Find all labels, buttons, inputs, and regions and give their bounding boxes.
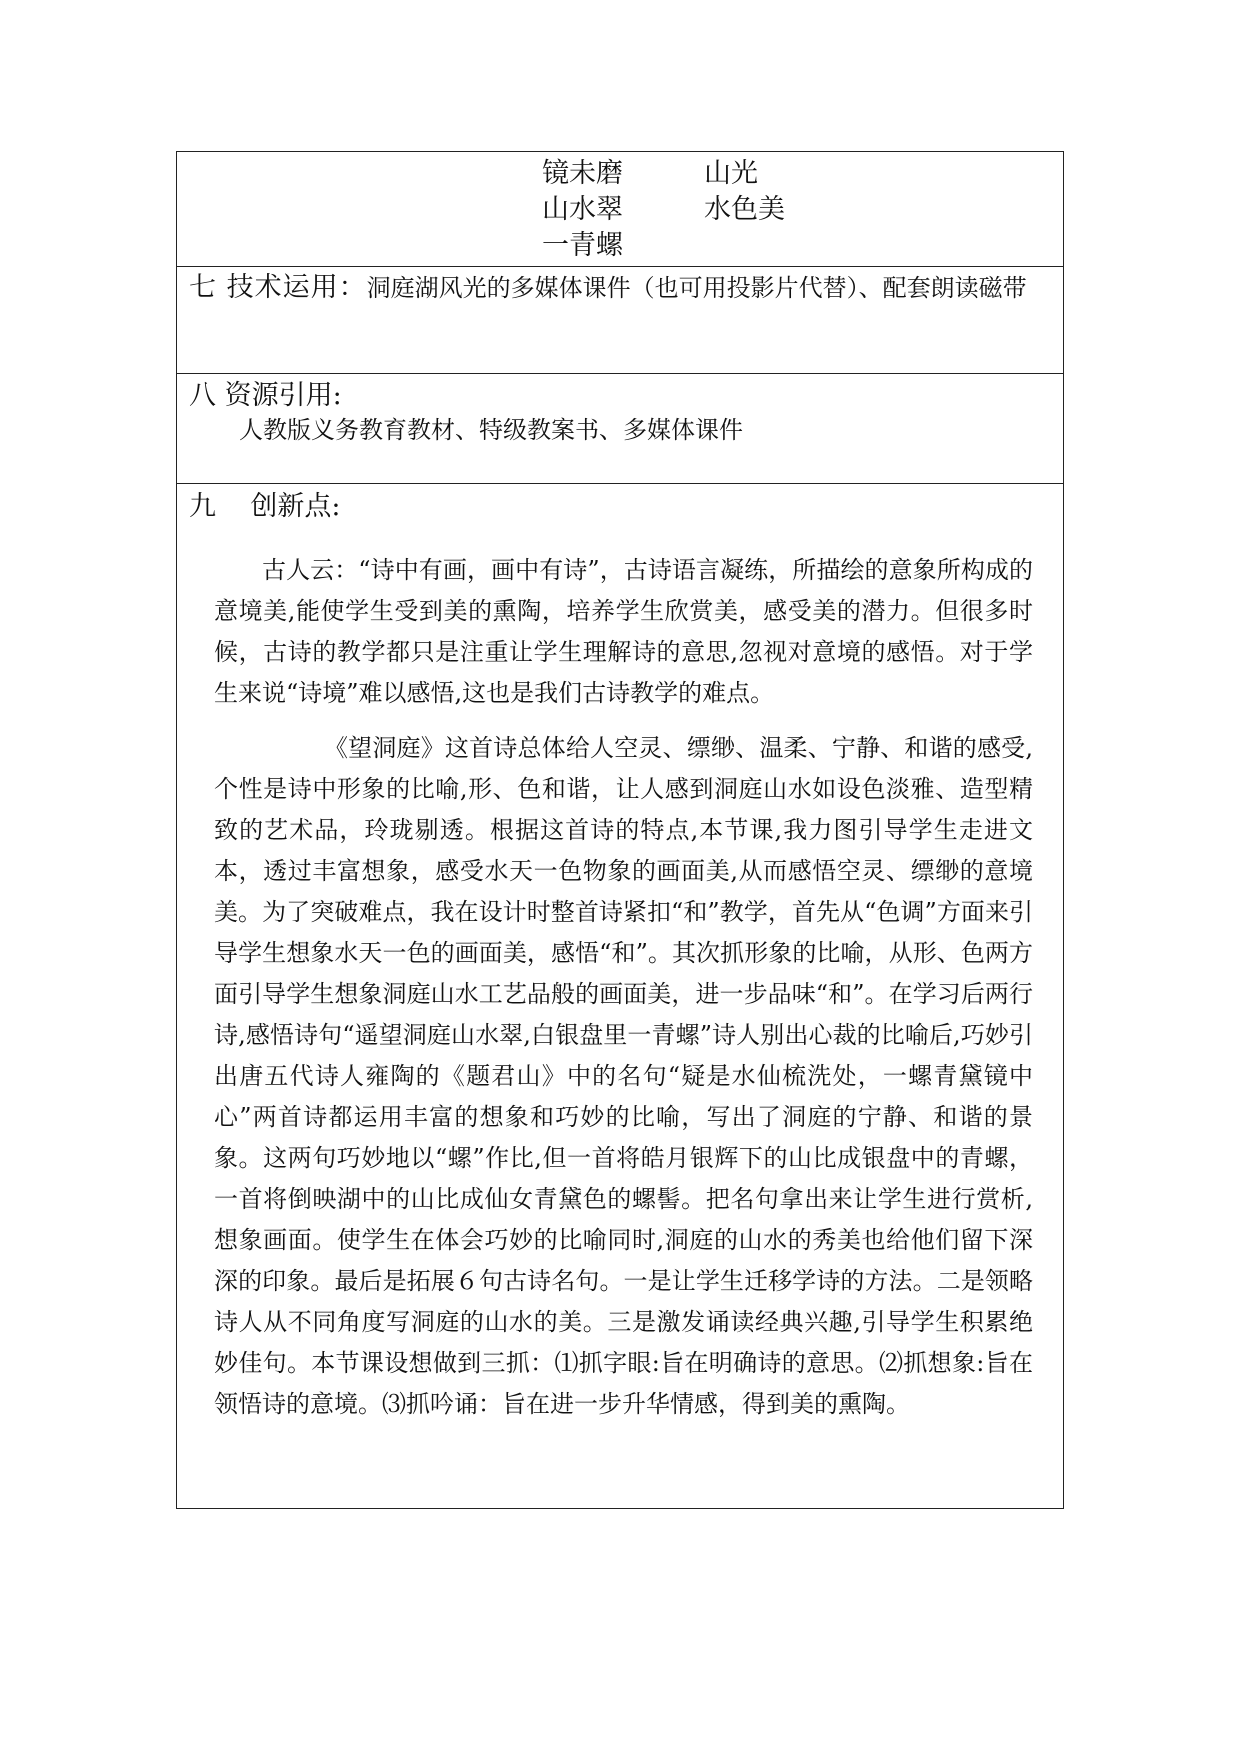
board-design (177, 152, 1063, 266)
tech-heading: 七 技术运用： (189, 272, 367, 303)
resources-cell (177, 374, 1064, 484)
board-left-line-1: 镜未磨 (542, 158, 623, 189)
tech-section (177, 267, 1063, 305)
board-left-line-2: 山水翠 (542, 194, 623, 225)
tech-text: 洞庭湖风光的多媒体课件（也可用投影片代替）、配套朗读磁带 (366, 274, 1027, 302)
board-left-line-3: 一青螺 (542, 230, 623, 261)
board-right-line-1: 山光 (704, 158, 758, 189)
board-design-cell (177, 152, 1064, 267)
tech-cell (177, 267, 1064, 374)
innovation-paragraph-1: 古人云：“诗中有画，画中有诗”，古诗语言凝练，所描绘的意象所构成的意境美,能使学生受到美的熏陶，培养学生欣赏美，感受美的潜力。但很多时候，古诗的教学都只是注重让学生理解诗的意思,忽视对意境的感悟。对于学生来说“诗境”难以感悟,这也是我们古诗教学的难点。 (214, 556, 1033, 707)
innovation-heading: 九 创新点: (189, 491, 341, 522)
innovation-paragraph-2: 《望洞庭》这首诗总体给人空灵、缥缈、温柔、宁静、和谐的感受,个性是诗中形象的比喻,形、色和谐，让人感到洞庭山水如设色淡雅、造型精致的艺术品，玲珑剔透。根据这首诗的特点,本节课,我力图引导学生走进文本，透过丰富想象，感受水天一色物象的画面美,从而感悟空灵、缥缈的意境美。为了突破难点，我在设计时整首诗紧扣“和”教学，首先从“色调”方面来引导学生想象水天一色的画面美，感悟“和”。其次抓形象的比喻，从形、色两方面引导学生想象洞庭山水工艺品般的画面美，进一步品味“和”。在学习后两行诗,感悟诗句“遥望洞庭山水翠,白银盘里一青螺”诗人别出心裁的比喻后,巧妙引出唐五代诗人雍陶的《题君山》中的名句“疑是水仙梳洗处，一螺青黛镜中心”两首诗都运用丰富的想象和巧妙的比喻，写出了洞庭的宁静、和谐的景象。这两句巧妙地以“螺”作比,但一首将皓月银辉下的山比成银盘中的青螺，一首将倒映湖中的山比成仙女青黛色的螺髻。把名句拿出来让学生进行赏析,想象画面。使学生在体会巧妙的比喻同时,洞庭的山水的秀美也给他们留下深深的印象。最后是拓展６句古诗名句。一是让学生迁移学诗的方法。二是领略诗人从不同角度写洞庭的山水的美。三是激发诵读经典兴趣,引导学生积累绝妙佳句。本节课设想做到三抓：⑴抓字眼:旨在明确诗的意思。⑵抓想象:旨在领悟诗的意境。⑶抓吟诵：旨在进一步升华情感，得到美的熏陶。 (214, 734, 1033, 1418)
board-design-row (177, 152, 1064, 267)
innovation-row (177, 484, 1064, 1509)
resources-row (177, 374, 1064, 484)
tech-row (177, 267, 1064, 374)
board-right-line-2: 水色美 (704, 194, 785, 225)
resources-heading: 八 资源引用: (189, 380, 342, 411)
innovation-cell (177, 484, 1064, 1509)
lesson-plan-table (176, 151, 1064, 1509)
resources-text: 人教版义务教育教材、特级教案书、多媒体课件 (239, 416, 743, 444)
